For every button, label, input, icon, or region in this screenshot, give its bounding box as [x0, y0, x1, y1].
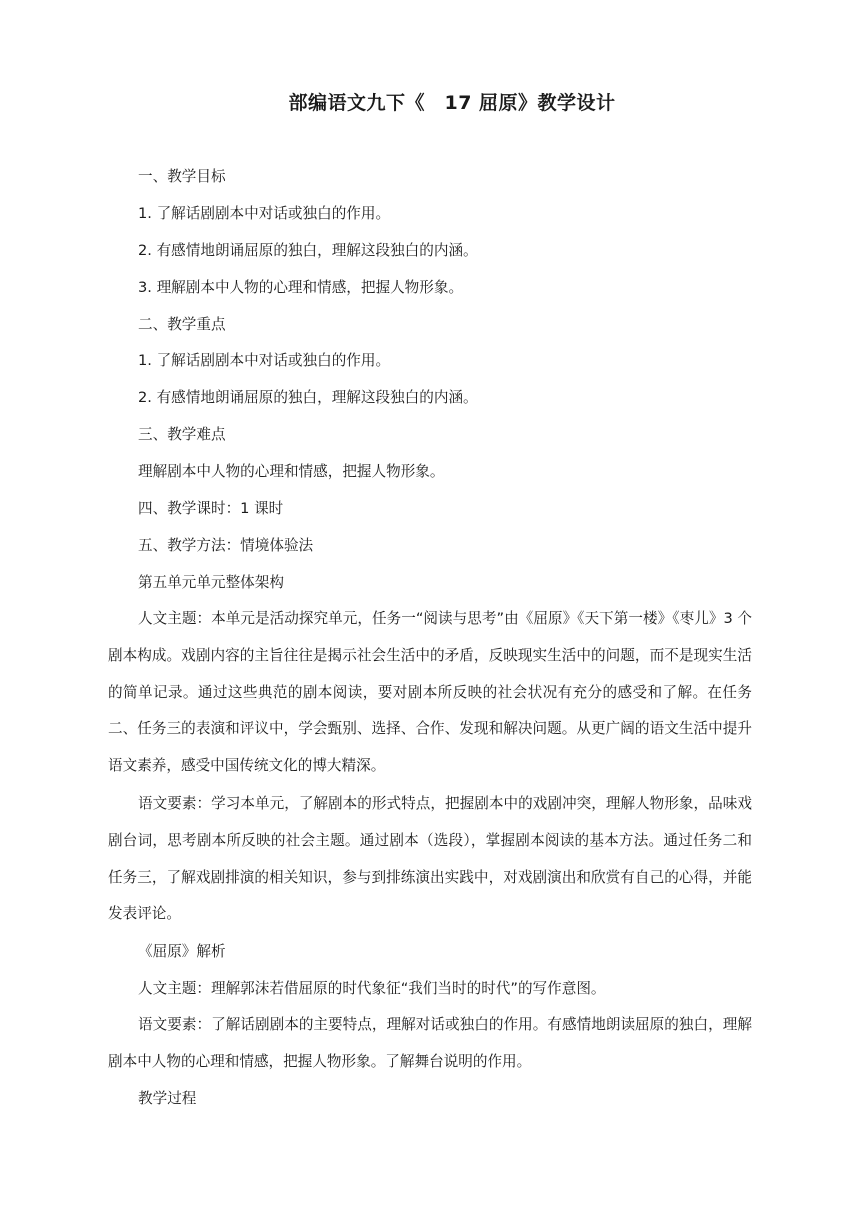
key-points-heading: 二、教学重点 — [138, 316, 226, 333]
document-title: 部编语文九下《 17 屈原》教学设计 — [288, 92, 616, 114]
unit-language-paragraph: 语文要素：学习本单元，了解剧本的形式特点，把握剧本中的戏剧冲突，理解人物形象，品味戏剧台词，思考剧本所反映的社会主题。通过剧本（选段），掌握剧本阅读的基本方法。通过任务二和任务三，了解戏剧排演的相关知识，参与到排练演出实践中，对戏剧演出和欣赏有自己的心得，并能发表评论。 — [108, 795, 752, 923]
class-hours: 四、教学课时：1 课时 — [138, 500, 284, 517]
difficulties-heading: 三、教学难点 — [138, 426, 226, 443]
goal-item: 2. 有感情地朗诵屈原的独白，理解这段独白的内涵。 — [138, 242, 478, 259]
goal-item: 3. 理解剧本中人物的心理和情感，把握人物形象。 — [138, 279, 464, 296]
analysis-language-paragraph: 语文要素：了解话剧剧本的主要特点，理解对话或独白的作用。有感情地朗读屈原的独白，理解剧本中人物的心理和情感，把握人物形象。了解舞台说明的作用。 — [108, 1016, 752, 1070]
unit-humanity-paragraph: 人文主题：本单元是活动探究单元，任务一“阅读与思考”由《屈原》《天下第一楼》《枣儿》3 个剧本构成。戏剧内容的主旨往往是揭示社会生活中的矛盾，反映现实生活中的问题，而不是现实生活的简单记录。通过这些典范的剧本阅读，要对剧本所反映的社会状况有充分的感受和了解。在任务二、任务三的表演和评议中，学会甄别、选择、合作、发现和解决问题。从更广阔的语文生活中提升语文素养，感受中国传统文化的博大精深。 — [108, 610, 752, 775]
key-point-item: 1. 了解话剧剧本中对话或独白的作用。 — [138, 352, 391, 369]
difficulty-text: 理解剧本中人物的心理和情感，把握人物形象。 — [138, 463, 445, 480]
analysis-humanity: 人文主题：理解郭沫若借屈原的时代象征“我们当时的时代”的写作意图。 — [138, 980, 606, 997]
process-heading: 教学过程 — [138, 1090, 197, 1107]
goal-item: 1. 了解话剧剧本中对话或独白的作用。 — [138, 205, 391, 222]
analysis-heading: 《屈原》解析 — [138, 943, 226, 960]
teaching-method: 五、教学方法：情境体验法 — [138, 537, 314, 554]
key-point-item: 2. 有感情地朗诵屈原的独白，理解这段独白的内涵。 — [138, 389, 478, 406]
unit-framework-heading: 第五单元单元整体架构 — [138, 574, 284, 591]
goals-heading: 一、教学目标 — [138, 168, 226, 185]
